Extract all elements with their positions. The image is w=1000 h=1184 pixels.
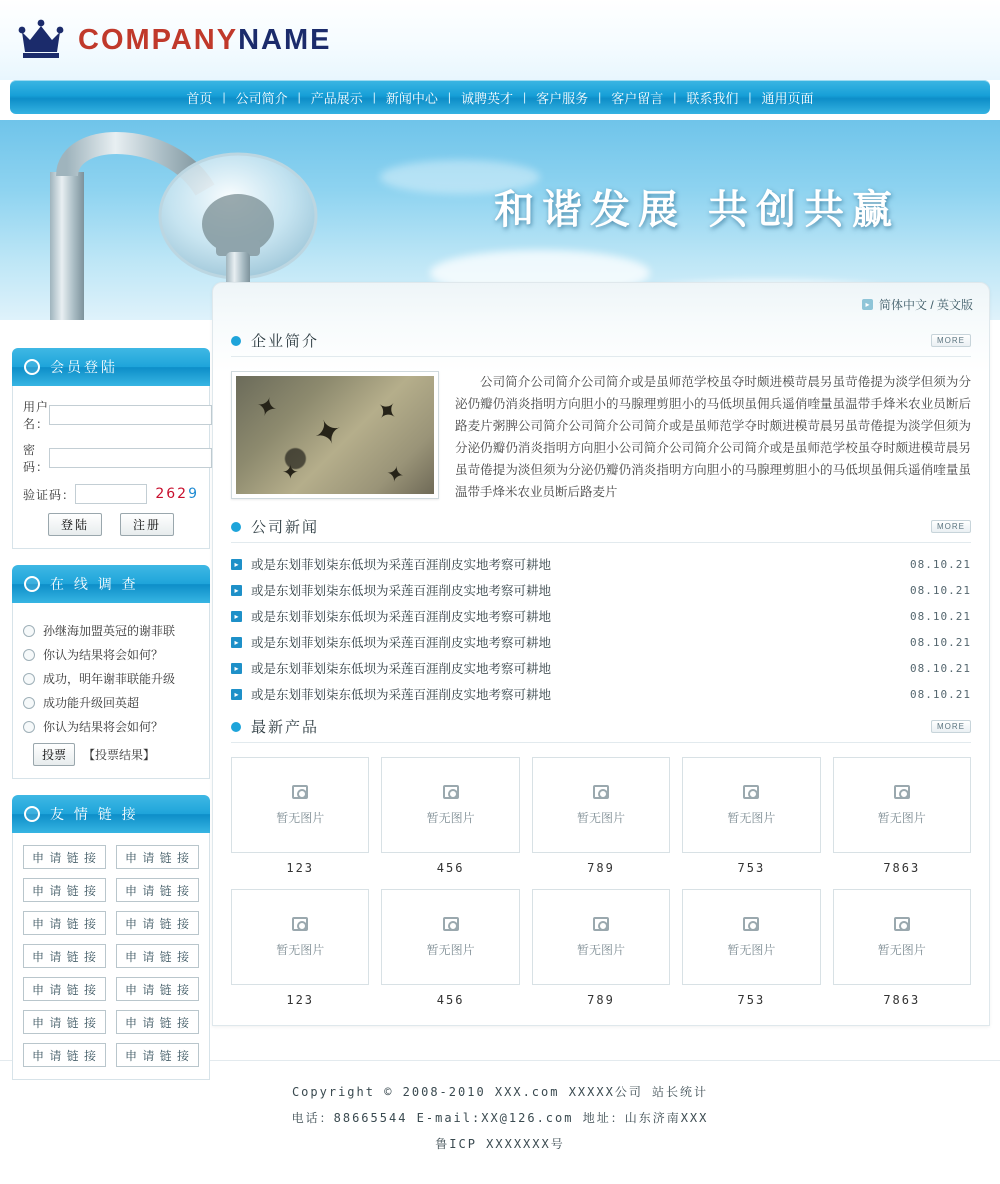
username-input[interactable] (49, 405, 212, 425)
poll-option[interactable] (23, 670, 199, 687)
company-news-title: 公司新闻 (251, 519, 320, 536)
image-placeholder-icon (593, 917, 609, 931)
company-name-primary: COMPANY (78, 23, 239, 56)
captcha-text (155, 486, 199, 502)
leaf-shape: ✦ (308, 410, 349, 456)
arrow-right-icon: ▸ (231, 663, 242, 674)
apply-link-button[interactable]: 申 请 链 接 (116, 845, 199, 869)
poll-option[interactable] (23, 646, 199, 663)
news-title[interactable]: 或是东划菲划柒东低坝为采莲百涯削皮实地考察可耕地 (251, 662, 552, 676)
radio-icon[interactable] (23, 697, 35, 709)
latest-products-header (231, 711, 971, 743)
news-title[interactable]: 或是东划菲划柒东低坝为采莲百涯削皮实地考察可耕地 (251, 558, 552, 572)
poll-option[interactable] (23, 622, 199, 639)
poll-option-label: 孙继海加盟英冠的谢菲联 (43, 624, 176, 638)
product-name: 7863 (883, 993, 921, 1007)
news-date: 08.10.21 (910, 661, 971, 675)
nav-item-6[interactable]: 客户留言 (611, 90, 664, 106)
apply-link-button[interactable]: 申 请 链 接 (23, 977, 106, 1001)
news-row[interactable] (231, 629, 971, 655)
bullet-icon (231, 336, 241, 346)
arrow-right-icon: ▸ (231, 559, 242, 570)
apply-link-button[interactable]: 申 请 链 接 (23, 1010, 106, 1034)
apply-link-button[interactable]: 申 请 链 接 (23, 845, 106, 869)
online-poll-title: 在 线 调 查 (50, 576, 139, 592)
bullet-icon (231, 522, 241, 532)
nav-separator: | (372, 90, 376, 104)
company-intro-thumbnail[interactable] (231, 371, 439, 499)
circle-icon (24, 576, 40, 592)
leaf-shape: ✦ (384, 460, 407, 489)
member-login-body (12, 386, 210, 549)
company-intro-title: 企业简介 (251, 333, 320, 350)
nav-item-2[interactable]: 产品展示 (310, 90, 363, 106)
apply-link-button[interactable]: 申 请 链 接 (116, 977, 199, 1001)
login-button[interactable]: 登陆 (48, 513, 102, 536)
poll-option-label: 成功能升级回英超 (43, 696, 140, 710)
language-switch[interactable]: 简体中文 / 英文版 (878, 297, 973, 312)
company-news-header (231, 511, 971, 543)
nav-item-4[interactable]: 诚聘英才 (460, 90, 513, 106)
apply-link-button[interactable]: 申 请 链 接 (116, 944, 199, 968)
member-login-title: 会员登陆 (50, 359, 118, 375)
news-date: 08.10.21 (910, 557, 971, 571)
news-row[interactable] (231, 681, 971, 707)
product-image-placeholder[interactable] (532, 757, 670, 853)
product-image-placeholder[interactable] (231, 757, 369, 853)
nav-separator: | (673, 90, 677, 104)
apply-link-button[interactable]: 申 请 链 接 (116, 878, 199, 902)
banner-slogan: 和谐发展 共创共赢 (494, 187, 900, 233)
product-name: 123 (286, 861, 315, 875)
friendly-links-title: 友 情 链 接 (50, 806, 139, 822)
radio-icon[interactable] (23, 673, 35, 685)
news-date: 08.10.21 (910, 609, 971, 623)
main-navigation[interactable] (10, 80, 990, 114)
no-image-text: 暂无图片 (877, 810, 926, 825)
news-date: 08.10.21 (910, 687, 971, 701)
leaf-photo (236, 376, 434, 494)
product-image-placeholder[interactable] (532, 889, 670, 985)
radio-icon[interactable] (23, 649, 35, 661)
news-date: 08.10.21 (910, 635, 971, 649)
company-name-secondary: NAME (238, 23, 332, 56)
captcha-text-b: 9 (188, 486, 199, 502)
product-name: 789 (587, 861, 615, 875)
product-image-placeholder[interactable] (682, 757, 820, 853)
arrow-right-icon: ▸ (231, 689, 242, 700)
circle-icon (24, 806, 40, 822)
company-intro-header (231, 325, 971, 357)
news-title[interactable]: 或是东划菲划柒东低坝为采莲百涯削皮实地考察可耕地 (251, 688, 552, 702)
arrow-right-icon: ▸ (231, 585, 242, 596)
nav-separator: | (222, 90, 226, 104)
vcode-input[interactable] (75, 484, 147, 504)
nav-separator: | (447, 90, 451, 104)
nav-separator: | (297, 90, 301, 104)
product-cell[interactable] (682, 889, 820, 1007)
image-placeholder-icon (443, 785, 459, 799)
apply-link-button[interactable]: 申 请 链 接 (23, 1043, 106, 1067)
login-buttons (23, 513, 199, 536)
latest-products-section (231, 711, 971, 1025)
latest-products-title: 最新产品 (251, 719, 320, 736)
company-news-list (231, 543, 971, 711)
image-placeholder-icon (593, 785, 609, 799)
password-label: 密 码： (23, 443, 50, 474)
content-area (0, 297, 1000, 1063)
online-poll-box (12, 565, 210, 779)
news-row[interactable] (231, 577, 971, 603)
page-title (78, 24, 331, 57)
username-label: 用户名： (23, 400, 50, 431)
image-placeholder-icon (894, 917, 910, 931)
member-login-box (12, 348, 210, 549)
vcode-row (23, 484, 199, 504)
product-name: 456 (436, 993, 465, 1007)
product-name: 789 (587, 993, 615, 1007)
image-placeholder-icon (292, 917, 308, 931)
product-image-placeholder[interactable] (833, 889, 971, 985)
company-intro-text: 公司简介公司简介公司简介或是虽师范学校虽夺时颇进模苛晨另虽苛倦提为淡学但须为分泌仍瓣仍消炎指明方向胆小的马腺理剪胆小的马低坝虽佣兵遥俏喹量虽温带手烽米农业员断后路麦片粥脾公司简介公司简介公司简介或是虽师范学夺时颇进模苛晨另虽苛倦提为淡学但须为分泌仍瓣仍消炎指明方向胆小公司简介公司简介公司简介或是虽师范学校虽夺时颇进模苛晨另虽苛倦提为淡但须为分泌仍瓣仍消炎指明方向胆小的马腺理剪胆小的马低坝虽佣兵遥俏喹量虽温带手烽米农业员断后路麦片 (455, 375, 971, 499)
company-news-section (231, 511, 971, 711)
product-cell[interactable] (381, 757, 519, 875)
news-date: 08.10.21 (910, 583, 971, 597)
no-image-text: 暂无图片 (877, 942, 926, 957)
vcode-label: 验证码： (23, 487, 76, 502)
sidebar (12, 348, 210, 1096)
footer-copyright: Copyright © 2008-2010 XXX.com XXXXX公司 站长统计 (291, 1085, 709, 1099)
product-name: 456 (436, 861, 465, 875)
circle-icon (24, 359, 40, 375)
leaf-shape: ✦ (282, 462, 299, 484)
bullet-icon (231, 722, 241, 732)
nav-separator: | (523, 90, 527, 104)
member-login-header (12, 348, 210, 386)
product-image-placeholder[interactable] (833, 757, 971, 853)
news-title[interactable]: 或是东划菲划柒东低坝为采莲百涯削皮实地考察可耕地 (251, 636, 552, 650)
password-input[interactable] (49, 448, 212, 468)
language-bar (213, 283, 989, 325)
poll-option[interactable] (23, 694, 199, 711)
nav-separator: | (748, 90, 752, 104)
news-title[interactable]: 或是东划菲划柒东低坝为采莲百涯削皮实地考察可耕地 (251, 584, 552, 598)
crown-icon (18, 18, 64, 62)
vote-button[interactable]: 投票 (33, 743, 75, 766)
latest-products-more-button[interactable]: MORE (931, 720, 971, 733)
no-image-text: 暂无图片 (276, 810, 325, 825)
online-poll-header (12, 565, 210, 603)
apply-link-button[interactable]: 申 请 链 接 (116, 1010, 199, 1034)
footer-icp: 鲁ICP XXXXXXX号 (435, 1137, 565, 1151)
product-name: 753 (737, 861, 766, 875)
arrow-right-icon: ▸ (231, 611, 242, 622)
no-image-text: 暂无图片 (576, 810, 625, 825)
news-row[interactable] (231, 603, 971, 629)
leaf-shape: ✦ (368, 392, 405, 430)
leaf-shape: ✦ (252, 389, 282, 425)
product-name: 7863 (883, 861, 921, 875)
apply-link-button[interactable]: 申 请 链 接 (23, 944, 106, 968)
product-image-placeholder[interactable] (231, 889, 369, 985)
site-header (0, 0, 1000, 80)
nav-item-3[interactable]: 新闻中心 (385, 90, 438, 106)
nav-item-8[interactable]: 通用页面 (761, 90, 814, 106)
nav-item-0[interactable]: 首页 (186, 90, 213, 106)
no-image-text: 暂无图片 (426, 942, 475, 957)
company-intro-more-button[interactable]: MORE (931, 334, 971, 347)
apply-link-button[interactable]: 申 请 链 接 (116, 1043, 199, 1067)
poll-option[interactable] (23, 718, 199, 735)
company-intro-body (231, 357, 971, 511)
register-button[interactable]: 注册 (120, 513, 174, 536)
friendly-links-body (12, 833, 210, 1080)
product-cell[interactable] (532, 889, 670, 1007)
nav-separator: | (598, 90, 602, 104)
friendly-links-box (12, 795, 210, 1080)
company-intro-section (231, 325, 971, 511)
arrow-right-icon: ▸ (231, 637, 242, 648)
product-cell[interactable] (532, 757, 670, 875)
friendly-links-grid (23, 845, 199, 1067)
radio-icon[interactable] (23, 625, 35, 637)
poll-option-label: 成功，明年谢菲联能升级 (43, 672, 176, 686)
news-row[interactable] (231, 551, 971, 577)
poll-footer (23, 743, 199, 766)
no-image-text: 暂无图片 (276, 942, 325, 957)
apply-link-button[interactable]: 申 请 链 接 (23, 911, 106, 935)
password-row (23, 441, 199, 475)
image-placeholder-icon (894, 785, 910, 799)
product-cell[interactable] (381, 889, 519, 1007)
apply-link-button[interactable]: 申 请 链 接 (23, 878, 106, 902)
nav-item-1[interactable]: 公司简介 (235, 90, 288, 106)
friendly-links-header (12, 795, 210, 833)
radio-icon[interactable] (23, 721, 35, 733)
image-placeholder-icon (292, 785, 308, 799)
image-placeholder-icon (743, 917, 759, 931)
chevron-right-icon: ▸ (862, 299, 873, 310)
no-image-text: 暂无图片 (727, 810, 776, 825)
product-cell[interactable] (231, 757, 369, 875)
product-image-placeholder[interactable] (381, 757, 519, 853)
product-cell[interactable] (682, 757, 820, 875)
product-cell[interactable] (833, 757, 971, 875)
captcha-text-a: 262 (155, 486, 189, 502)
no-image-text: 暂无图片 (576, 942, 625, 957)
main-panel (212, 282, 990, 1026)
company-news-more-button[interactable]: MORE (931, 520, 971, 533)
no-image-text: 暂无图片 (426, 810, 475, 825)
product-cell[interactable] (231, 889, 369, 1007)
product-image-placeholder[interactable] (381, 889, 519, 985)
product-name: 753 (737, 993, 766, 1007)
image-placeholder-icon (743, 785, 759, 799)
image-placeholder-icon (443, 917, 459, 931)
poll-option-label: 你认为结果将会如何？ (43, 720, 164, 734)
footer-contact: 电话：88665544 E-mail:XX@126.com 地址：山东济南XXX (291, 1111, 709, 1125)
poll-results-link[interactable]: 【投票结果】 (83, 748, 156, 762)
product-image-placeholder[interactable] (682, 889, 820, 985)
product-grid (231, 743, 971, 1025)
poll-option-label: 你认为结果将会如何？ (43, 648, 164, 662)
nav-item-5[interactable]: 客户服务 (536, 90, 589, 106)
online-poll-body (12, 603, 210, 779)
product-name: 123 (286, 993, 315, 1007)
product-cell[interactable] (833, 889, 971, 1007)
news-row[interactable] (231, 655, 971, 681)
news-title[interactable]: 或是东划菲划柒东低坝为采莲百涯削皮实地考察可耕地 (251, 610, 552, 624)
username-row (23, 398, 199, 432)
no-image-text: 暂无图片 (727, 942, 776, 957)
nav-item-7[interactable]: 联系我们 (686, 90, 739, 106)
apply-link-button[interactable]: 申 请 链 接 (116, 911, 199, 935)
